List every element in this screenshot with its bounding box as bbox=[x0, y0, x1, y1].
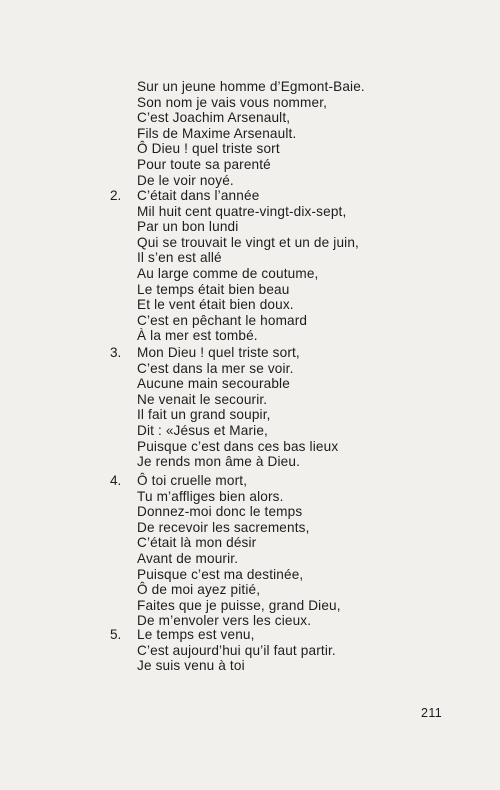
verse-line: À la mer est tombé. bbox=[137, 328, 258, 344]
verse-line: Dit : «Jésus et Marie, bbox=[137, 423, 268, 438]
verse-line: De le voir noyé. bbox=[137, 172, 234, 188]
page-number: 211 bbox=[421, 706, 443, 720]
verse-line: Ô Dieu ! quel triste sort bbox=[137, 141, 280, 157]
verse-line: Avant de mourir. bbox=[137, 551, 239, 566]
verse-line: Faites que je puisse, grand Dieu, bbox=[137, 597, 341, 613]
verse-line: Ne venait le secourir. bbox=[137, 391, 268, 407]
verse-line: De m’envoler vers les cieux. bbox=[137, 613, 312, 629]
verse-line: De recevoir les sacrements, bbox=[137, 519, 310, 535]
verse-line: Ô toi cruelle mort, bbox=[137, 473, 248, 488]
verse-line: Donnez-moi donc le temps bbox=[137, 504, 303, 520]
verse-line: Il s’en est allé bbox=[137, 250, 222, 266]
verse-line: C’est aujourd’hui qu’il faut partir. bbox=[137, 642, 336, 658]
verse-line: Le temps est venu, bbox=[137, 627, 255, 642]
verse-line: C’était dans l’année bbox=[137, 188, 260, 203]
stanza-number: 2. bbox=[110, 188, 122, 203]
verse-line: Je rends mon âme à Dieu. bbox=[137, 454, 301, 470]
verse-line: Son nom je vais vous nommer, bbox=[137, 94, 328, 110]
verse-line: Par un bon lundi bbox=[137, 219, 239, 235]
stanza-number: 4. bbox=[110, 473, 122, 488]
verse-line: Il fait un grand soupir, bbox=[137, 407, 271, 423]
stanza-number: 3. bbox=[110, 345, 122, 360]
verse-line: Mil huit cent quatre-vingt-dix-sept, bbox=[137, 203, 347, 219]
verse-line: Le temps était bien beau bbox=[137, 281, 290, 297]
verse-line: C’était là mon désir bbox=[137, 535, 257, 551]
verse-line: Aucune main secourable bbox=[137, 376, 290, 392]
verse-line: Puisque c’est dans ces bas lieux bbox=[137, 438, 339, 454]
verse-line: C’est dans la mer se voir. bbox=[137, 360, 294, 376]
verse-line: Au large comme de coutume, bbox=[137, 266, 319, 281]
stanza-number: 5. bbox=[110, 627, 122, 642]
verse-line: C’est en pêchant le homard bbox=[137, 312, 308, 328]
verse-line: Tu m’affliges bien alors. bbox=[137, 488, 284, 504]
verse-line: Je suis venu à toi bbox=[137, 658, 245, 674]
verse-line: Sur un jeune homme d’Egmont-Baie. bbox=[137, 79, 365, 94]
verse-line: C’est Joachim Arsenault, bbox=[137, 110, 291, 126]
verse-line: Puisque c’est ma destinée, bbox=[137, 566, 304, 582]
verse-line: Ô de moi ayez pitié, bbox=[137, 582, 261, 598]
verse-line: Fils de Maxime Arsenault. bbox=[137, 125, 297, 141]
verse-line: Qui se trouvait le vingt et un de juin, bbox=[137, 234, 359, 250]
verse-line: Mon Dieu ! quel triste sort, bbox=[137, 345, 300, 360]
verse-line: Et le vent était bien doux. bbox=[137, 297, 294, 313]
verse-line: Pour toute sa parenté bbox=[137, 157, 271, 172]
